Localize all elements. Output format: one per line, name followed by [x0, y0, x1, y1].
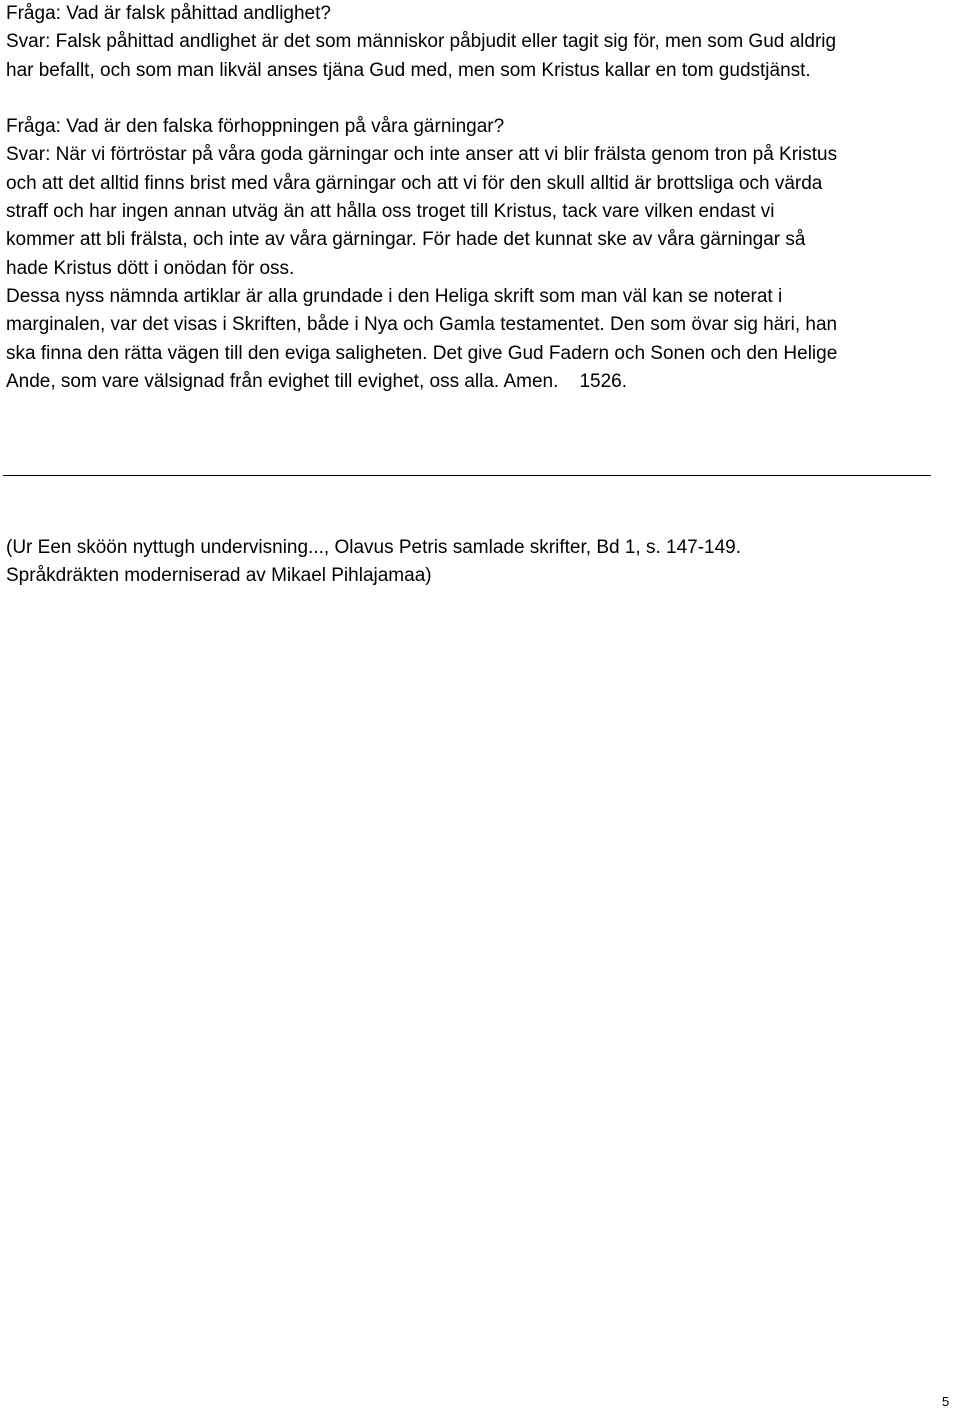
- citation-line-2: Språkdräkten moderniserad av Mikael Pihlajamaa): [6, 565, 432, 587]
- answer-2-line-1: Svar: När vi förtröstar på våra goda gärningar och inte anser att vi blir frälsta genom tron på Kristus: [6, 144, 838, 166]
- answer-2-line-2: och att det alltid finns brist med våra gärningar och att vi för den skull alltid är brottsliga och värda: [6, 172, 823, 194]
- closing-line-1: Dessa nyss nämnda artiklar är alla grundade i den Heliga skrift som man väl kan se noterat i: [6, 285, 783, 307]
- closing-line-3: ska finna den rätta vägen till den eviga saligheten. Det give Gud Fadern och Sonen och den Helige: [6, 342, 838, 364]
- answer-1-line-1: Svar: Falsk påhittad andlighet är det som människor påbjudit eller tagit sig för, men som Gud aldrig: [6, 31, 837, 53]
- closing-line-4: Ande, som vare välsignad från evighet till evighet, oss alla. Amen. 1526.: [6, 370, 628, 392]
- question-2: Fråga: Vad är den falska förhoppningen på våra gärningar?: [6, 116, 505, 138]
- document-body: [6, 0, 946, 396]
- answer-2-line-3: straff och har ingen annan utväg än att hålla oss troget till Kristus, tack vare vilken endast vi: [6, 201, 775, 223]
- citation-line-1: (Ur Een sköön nyttugh undervisning..., Olavus Petris samlade skrifter, Bd 1, s. 147-149.: [6, 537, 742, 558]
- answer-2-line-5: hade Kristus dött i onödan för oss.: [6, 257, 295, 279]
- answer-2-line-4: kommer att bli frälsta, och inte av våra gärningar. För hade det kunnat ske av våra gärningar så: [6, 229, 806, 251]
- blank-line: [6, 85, 946, 113]
- horizontal-rule: [3, 475, 931, 476]
- citation: [6, 534, 946, 591]
- closing-line-2: marginalen, var det visas i Skriften, både i Nya och Gamla testamentet. Den som övar sig häri, han: [6, 314, 838, 336]
- answer-1-line-2: har befallt, och som man likväl anses tjäna Gud med, men som Kristus kallar en tom gudstjänst.: [6, 59, 811, 81]
- question-1: Fråga: Vad är falsk påhittad andlighet?: [6, 3, 331, 24]
- page-number: 5: [942, 1394, 950, 1409]
